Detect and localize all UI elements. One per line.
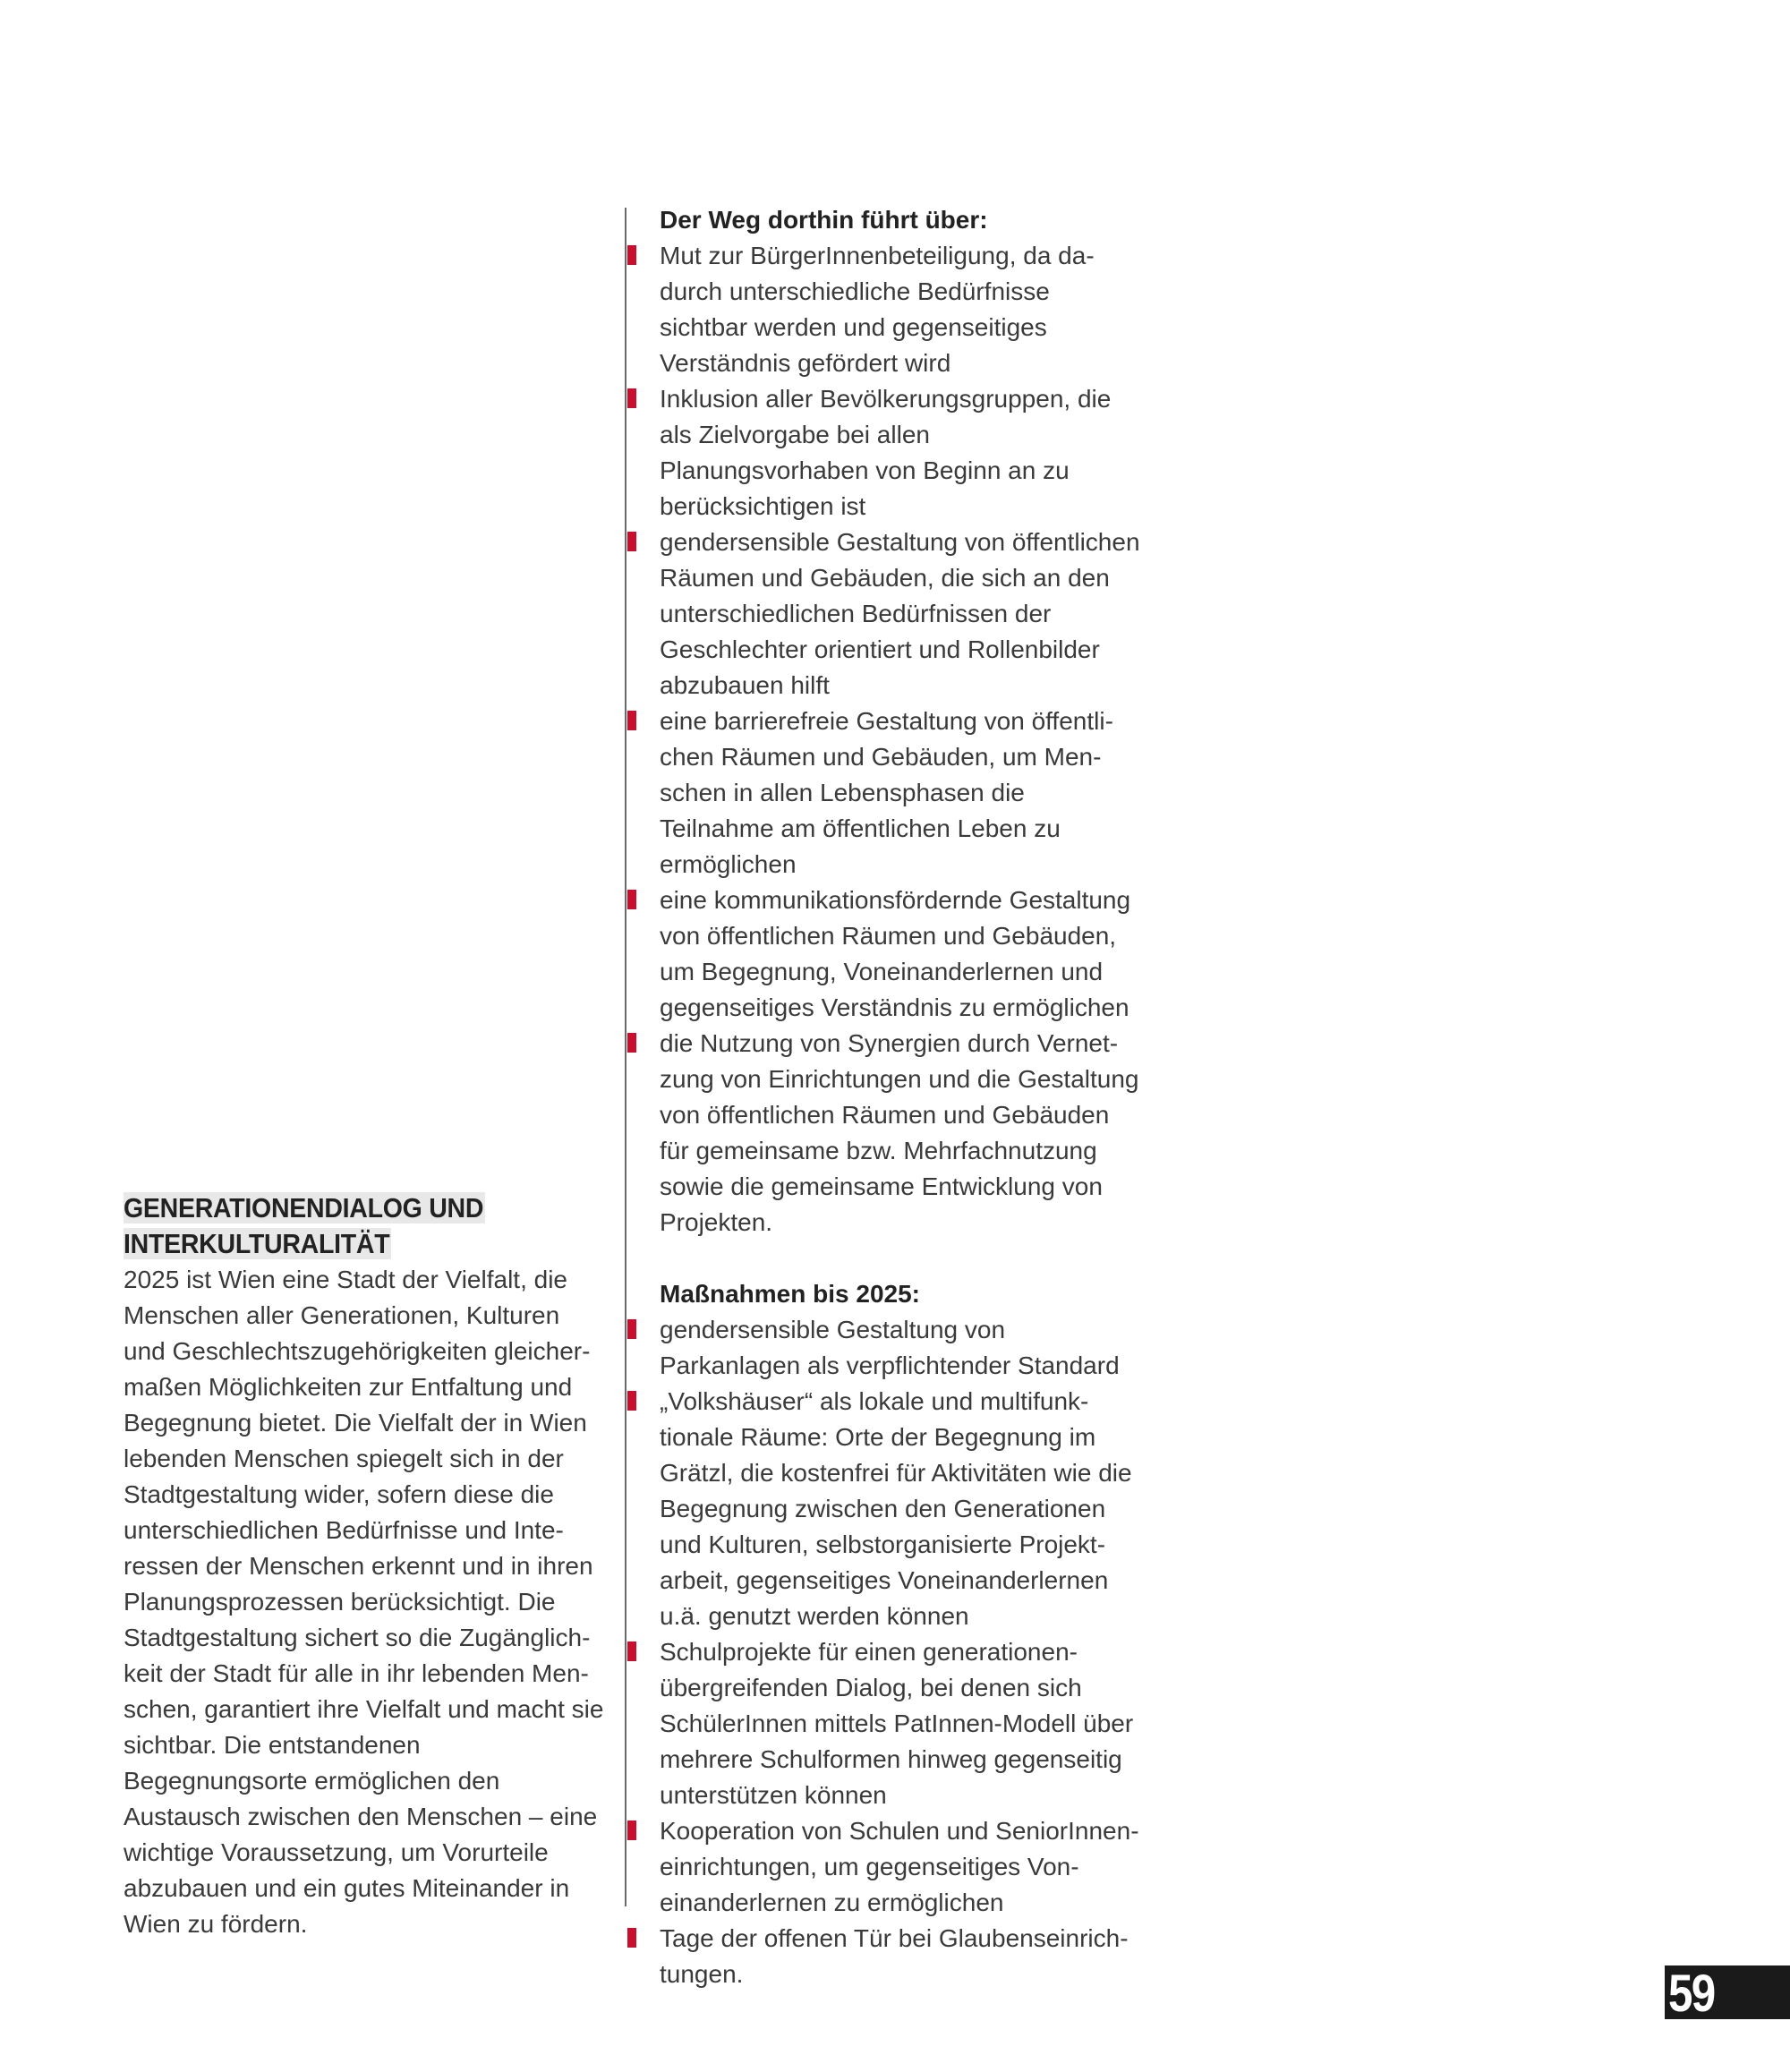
red-bullet-icon — [627, 1319, 636, 1339]
list-item — [660, 524, 1143, 703]
page-number-box — [1665, 1965, 1790, 2023]
spacer — [660, 1241, 1161, 1276]
red-bullet-icon — [627, 1820, 636, 1840]
weg-heading: Der Weg dorthin führt über: — [660, 206, 988, 234]
list-item — [660, 703, 1143, 883]
page-number: 59 — [1668, 1965, 1715, 2023]
list-item-text: Inklusion aller Bevölkerungsgruppen, die als Zielvorgabe bei allen Planungsvorhaben von Beginn an zu berücksichtigen ist — [660, 385, 1112, 520]
list-item — [660, 1634, 1143, 1813]
red-bullet-icon — [627, 1928, 636, 1948]
list-item — [660, 1921, 1143, 1992]
red-bullet-icon — [627, 388, 636, 408]
list-item — [660, 883, 1143, 1026]
list-item-text: Schulprojekte für einen generationenübergreifenden Dialog, bei denen sich SchülerInnen mittels PatInnen-Modell über mehrere Schulformen hinweg gegenseitig unterstützen können — [660, 1638, 1134, 1809]
red-bullet-icon — [627, 532, 636, 551]
red-bullet-icon — [627, 711, 636, 730]
left-column — [124, 1190, 607, 1942]
red-bullet-icon — [627, 1033, 636, 1053]
list-item-text: Mut zur BürgerInnenbeteiligung, da dadurch unterschiedliche Bedürfnisse sichtbar werden und gegenseitiges Verständnis gefördert wird — [660, 242, 1095, 377]
list-item-text: „Volkshäuser“ als lokale und multifunktionale Räume: Orte der Begegnung im Grätzl, die kostenfrei für Aktivitäten wie die Begegnung zwischen den Generationen und Kulturen, selbstorganisierte Projektarbeit, gegenseitiges Voneinanderlernen u.ä. genutzt werden können — [660, 1387, 1132, 1630]
section-heading-line2: INTERKULTURALITÄT — [124, 1228, 390, 1259]
list-item-text: die Nutzung von Synergien durch Vernetzung von Einrichtungen und die Gestaltung von öffentlichen Räumen und Gebäuden für gemeinsame bzw. Mehrfachnutzung sowie die gemeinsame Entwicklung von Projekten. — [660, 1029, 1139, 1236]
list-item-text: Tage der offenen Tür bei Glaubenseinrichtungen. — [660, 1924, 1129, 1988]
red-bullet-icon — [627, 1391, 636, 1411]
massnahmen-list — [660, 1312, 1161, 1992]
list-item — [660, 1813, 1143, 1921]
list-item-text: gendersensible Gestaltung von öffentlichen Räumen und Gebäuden, die sich an den unterschiedlichen Bedürfnissen der Geschlechter orientiert und Rollenbilder abzubauen hilft — [660, 528, 1140, 699]
list-item — [660, 238, 1143, 381]
red-bullet-icon — [627, 1641, 636, 1661]
list-item-text: Kooperation von Schulen und SeniorInneneinrichtungen, um gegenseitiges Voneinanderlernen zu ermöglichen — [660, 1817, 1139, 1916]
red-bullet-icon — [627, 245, 636, 265]
column-divider — [625, 208, 626, 1906]
section-heading — [124, 1190, 618, 1262]
section-body-text: 2025 ist Wien eine Stadt der Vielfalt, die Menschen aller Generationen, Kulturen und Geschlechtszugehörigkeiten gleichermaßen Möglichkeiten zur Entfaltung und Begegnung bietet. Die Vielfalt der in Wien lebenden Menschen spiegelt sich in der Stadtgestaltung wider, sofern diese die unterschiedlichen Bedürfnisse und Interessen der Menschen erkennt und in ihren Planungsprozessen berücksichtigt. Die Stadtgestaltung sichert so die Zugänglichkeit der Stadt für alle in ihr lebenden Menschen, garantiert ihre Vielfalt und macht sie sichtbar. Die entstandenen Begegnungsorte ermöglichen den Austausch zwischen den Menschen – eine wichtige Voraussetzung, um Vorurteile abzubauen und ein gutes Miteinander in Wien zu fördern. — [124, 1266, 604, 1938]
weg-list — [660, 238, 1161, 1241]
list-item-text: eine kommunikationsfördernde Gestaltung von öffentlichen Räumen und Gebäuden, um Begegnung, Voneinanderlernen und gegenseitiges Verständnis zu ermöglichen — [660, 886, 1131, 1021]
right-column — [660, 202, 1161, 1992]
list-item — [660, 1312, 1143, 1384]
list-item-text: gendersensible Gestaltung von Parkanlagen als verpflichtender Standard — [660, 1316, 1120, 1379]
list-item — [660, 1384, 1143, 1634]
list-item — [660, 1026, 1143, 1241]
section-heading-line1: GENERATIONENDIALOG UND — [124, 1192, 484, 1224]
list-item-text: eine barrierefreie Gestaltung von öffentlichen Räumen und Gebäuden, um Menschen in allen Lebensphasen die Teilnahme am öffentlichen Leben zu ermöglichen — [660, 707, 1113, 878]
list-item — [660, 381, 1143, 524]
massnahmen-heading: Maßnahmen bis 2025: — [660, 1280, 920, 1308]
red-bullet-icon — [627, 890, 636, 909]
